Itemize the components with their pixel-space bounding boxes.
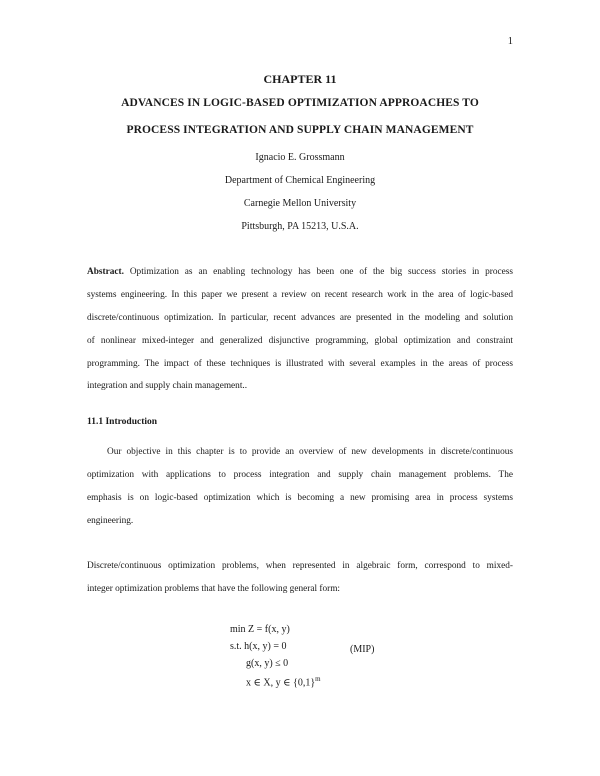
formula-objective: min Z = f(x, y) xyxy=(230,624,290,635)
chapter-heading: CHAPTER 11 xyxy=(263,72,337,86)
abstract-line: Abstract. Optimization as an enabling technology has been one of the big success stories in process xyxy=(87,267,513,277)
formulation-line: integer optimization problems that have the following general form: xyxy=(87,583,341,594)
abstract-line: systems engineering. In this paper we present a review on recent research work in the area of logic-based xyxy=(87,289,513,300)
intro-line: engineering. xyxy=(87,515,134,526)
intro-paragraph xyxy=(87,441,513,533)
abstract-line: integration and supply chain management.. xyxy=(87,381,248,392)
author-name: Ignacio E. Grossmann xyxy=(255,152,345,163)
formula-exponent: m xyxy=(315,675,321,683)
abstract-line: discrete/continuous optimization. In particular, recent advances are presented in the modeling and solution xyxy=(87,312,513,323)
author-department: Department of Chemical Engineering xyxy=(224,175,376,186)
formula-domain: x ∈ X, y ∈ $\{0,1\}^m$ xyxy=(246,675,321,689)
author-university: Carnegie Mellon University xyxy=(243,198,357,209)
paper-title-line-2: PROCESS INTEGRATION AND SUPPLY CHAIN MANAGEMENT xyxy=(126,124,474,136)
formula-equality-constraint: s.t. h(x, y) = 0 xyxy=(230,641,287,652)
intro-line: Our objective in this chapter is to provide an overview of new developments in discrete/continuous xyxy=(107,447,513,457)
formulation-paragraph xyxy=(87,555,513,601)
paper-title-line-1: ADVANCES IN LOGIC-BASED OPTIMIZATION APPROACHES TO xyxy=(121,97,479,109)
abstract-line: of nonlinear mixed-integer and generalized disjunctive programming, global optimization and constraint xyxy=(87,335,513,346)
author-address: Pittsburgh, PA 15213, U.S.A. xyxy=(241,221,359,232)
formula-label: (MIP) xyxy=(350,644,375,655)
intro-line: optimization with applications to process integration and supply chain management problems. The xyxy=(87,469,513,480)
abstract-line: programming. The impact of these techniques is illustrated with several examples in the areas of process xyxy=(87,358,513,369)
abstract-paragraph xyxy=(87,261,513,398)
intro-line: emphasis is on logic-based optimization which is becoming a new promising area in process systems xyxy=(87,492,513,503)
formulation-line: Discrete/continuous optimization problems, when represented in algebraic form, correspond to mixed- xyxy=(87,561,513,571)
formula-inequality-constraint: g(x, y) ≤ 0 xyxy=(246,658,289,669)
abstract-label: Abstract. xyxy=(87,267,124,277)
page-number: 1 xyxy=(507,36,513,47)
section-heading: 11.1 Introduction xyxy=(87,417,158,427)
